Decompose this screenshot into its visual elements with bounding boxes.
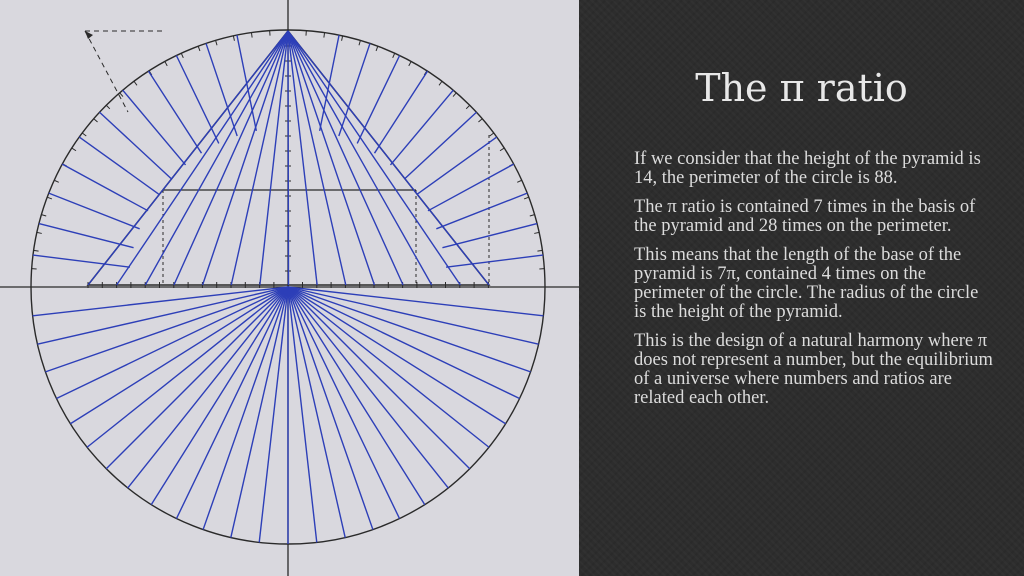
upper-radial-segment <box>405 112 477 178</box>
circle-tick <box>453 93 456 97</box>
lower-center-ray <box>288 287 531 372</box>
upper-radial-segment <box>79 137 158 194</box>
circle-tick <box>409 61 411 65</box>
lower-center-ray <box>288 287 345 538</box>
circle-tick <box>54 180 59 182</box>
lower-center-ray <box>288 287 373 530</box>
lower-center-ray <box>87 287 288 447</box>
lower-center-ray <box>288 287 539 344</box>
upper-radial-segment <box>123 90 186 165</box>
circle-tick <box>439 81 442 85</box>
apex-ray <box>145 31 288 285</box>
apex-ray <box>88 31 288 285</box>
circle-tick <box>198 46 200 51</box>
lower-center-ray <box>231 287 288 538</box>
apex-ray <box>288 31 289 285</box>
circle-tick <box>500 148 504 151</box>
circle-tick <box>537 250 542 251</box>
paragraph-natural-harmony: This is the design of a natural harmony where π does not represent a number, but the equilibrium of a universe where numbers and ratios are related each other. <box>634 331 993 408</box>
lower-center-ray <box>288 287 470 469</box>
upper-radial-segment <box>33 255 130 267</box>
upper-radial-segment <box>39 224 134 248</box>
upper-radial-segment <box>100 112 172 178</box>
circle-tick <box>41 215 46 216</box>
circle-tick <box>37 232 42 233</box>
upper-radial-segment <box>176 55 218 143</box>
circle-tick <box>359 40 360 45</box>
lower-center-ray <box>288 287 448 488</box>
circle-tick <box>82 133 86 136</box>
circle-tick <box>342 36 343 41</box>
circle-tick <box>106 105 110 109</box>
circle-tick <box>34 250 39 251</box>
lower-center-ray <box>288 287 489 447</box>
text-panel <box>579 0 1024 576</box>
circle-tick <box>251 33 252 38</box>
lower-center-ray <box>37 287 288 344</box>
circle-tick <box>324 33 325 38</box>
circle-tick <box>47 197 52 199</box>
apex-ray <box>260 31 288 285</box>
paragraph-pi-ratio-count: The π ratio is contained 7 times in the basis of the pyramid and 28 times on the perimeter. <box>634 197 976 236</box>
lower-center-ray <box>128 287 288 488</box>
circle-tick <box>233 36 234 41</box>
circle-tick <box>120 93 123 97</box>
circle-tick <box>216 40 217 45</box>
circle-tick <box>134 81 137 85</box>
upper-radial-segment <box>339 43 370 136</box>
circle-tick <box>165 61 167 65</box>
slide-title: The π ratio <box>695 66 908 110</box>
circle-tick <box>478 119 482 122</box>
apex-ray <box>288 31 346 285</box>
lower-center-ray <box>45 287 288 372</box>
lower-center-ray <box>106 287 288 469</box>
upper-radial-segment <box>417 137 496 194</box>
apex-ray <box>288 31 460 285</box>
upper-radial-segment <box>357 55 399 143</box>
pointer-arrowhead <box>85 31 93 39</box>
dashed-pointer-diagonal <box>85 31 128 112</box>
upper-radial-segment <box>375 71 428 153</box>
apex-ray <box>174 31 288 285</box>
circle-tick <box>376 46 378 51</box>
apex-ray <box>117 31 288 285</box>
circle-tick <box>517 180 522 182</box>
circle-tick <box>72 148 76 151</box>
circle-tick <box>524 197 529 199</box>
upper-radial-segment <box>390 90 453 165</box>
upper-radial-segment <box>442 224 537 248</box>
apex-ray <box>231 31 288 285</box>
paragraph-height-perimeter: If we consider that the height of the pyramid is 14, the perimeter of the circle is 88. <box>634 149 981 188</box>
paragraph-base-length: This means that the length of the base of the pyramid is 7π, contained 4 times on the perimeter of the circle. The radius of the circle is the height of the pyramid. <box>634 245 979 322</box>
circle-tick <box>490 133 494 136</box>
apex-ray <box>288 31 489 285</box>
circle-tick <box>466 105 470 109</box>
circle-tick <box>94 119 98 122</box>
circle-tick <box>393 53 395 58</box>
circle-tick <box>181 53 183 58</box>
upper-radial-segment <box>148 71 201 153</box>
upper-radial-segment <box>206 43 237 136</box>
lower-center-ray <box>203 287 288 530</box>
circle-tick <box>534 232 539 233</box>
apex-ray <box>288 31 403 285</box>
circle-tick <box>530 215 535 216</box>
upper-radial-segment <box>446 255 543 267</box>
apex-ray <box>288 31 432 285</box>
apex-ray <box>288 31 317 285</box>
body-text <box>634 150 994 418</box>
